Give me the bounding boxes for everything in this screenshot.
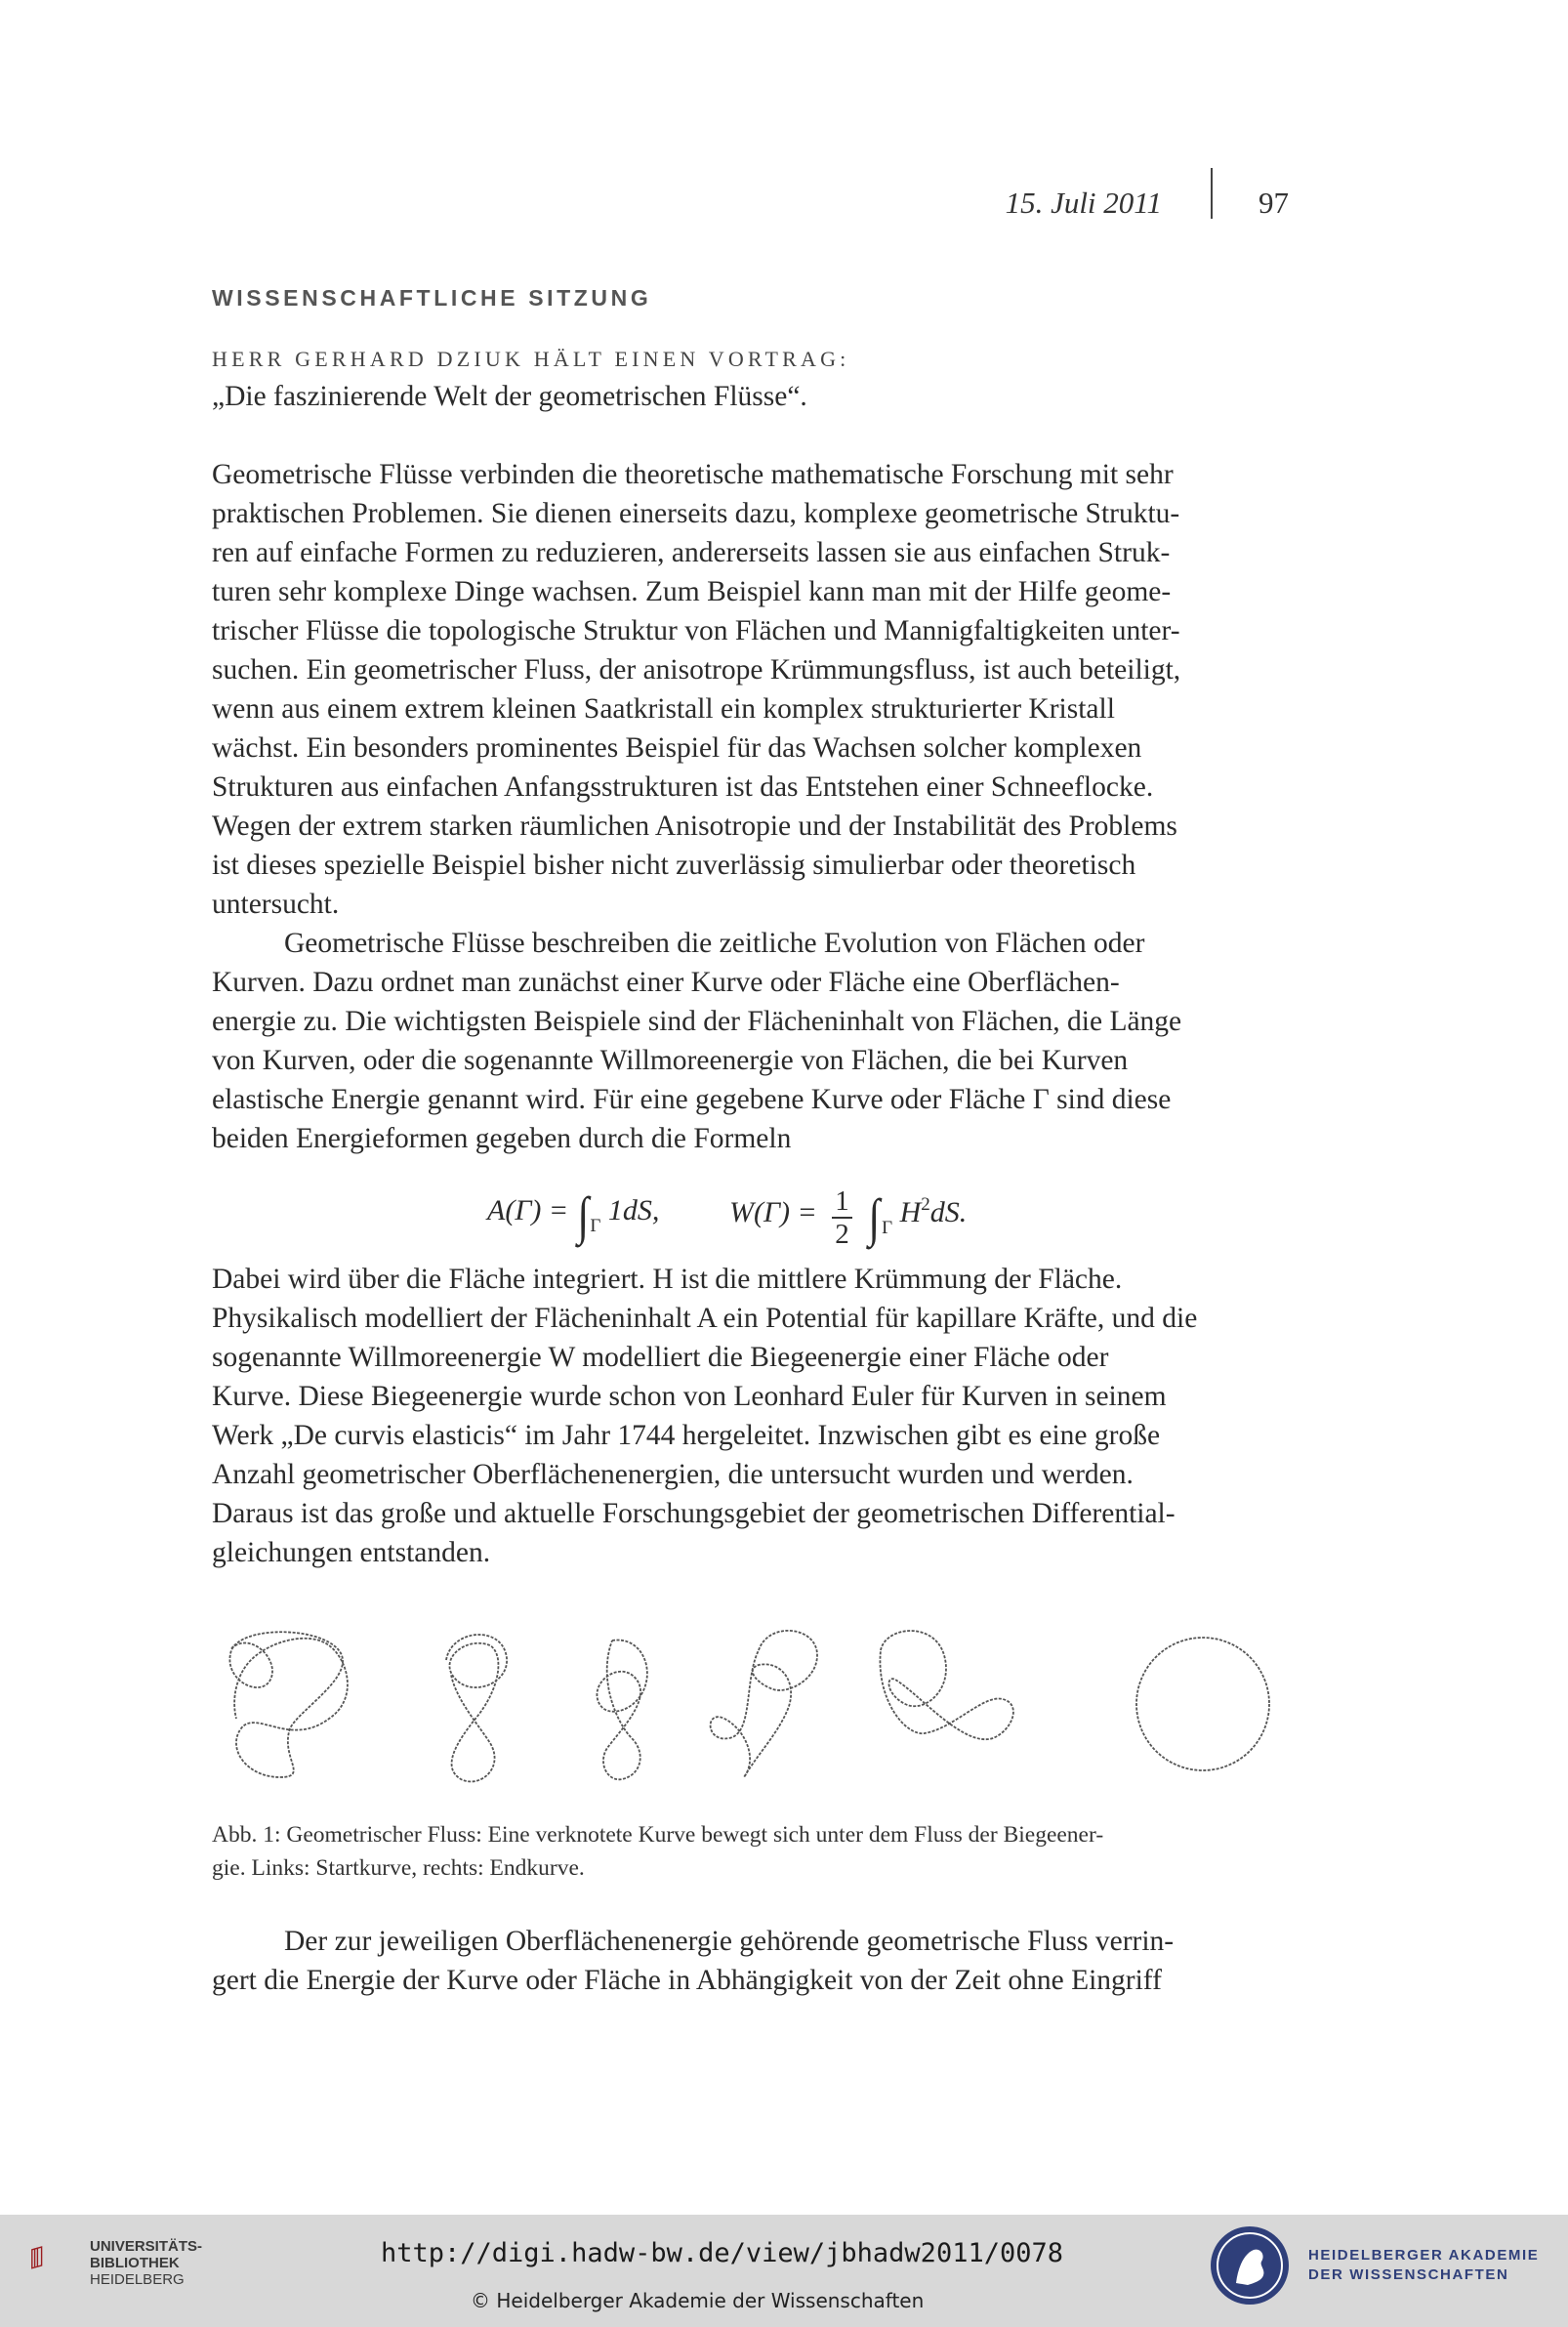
text-line: Physikalisch modelliert der Flächeninhalt A ein Potential für kapillare Kräfte, und die	[212, 1303, 1198, 1334]
formula-a-lhs: A(Γ) =	[487, 1194, 569, 1226]
library-line: HEIDELBERG	[90, 2271, 185, 2288]
source-url-link[interactable]: http://digi.hadw-bw.de/view/jbhadw2011/0078	[381, 2238, 1063, 2268]
paragraph-1	[212, 455, 1290, 924]
paragraph-4	[212, 1922, 1290, 2000]
paragraph-2	[212, 924, 1290, 1158]
formula-w-h: H	[899, 1196, 922, 1228]
integral-sign: ∫	[577, 1186, 589, 1245]
text-line: untersucht.	[212, 889, 340, 920]
energy-formula	[212, 1168, 1290, 1250]
text-line: Werk „De curvis elasticis“ im Jahr 1744 hergeleitet. Inzwischen gibt es eine große	[212, 1420, 1161, 1451]
text-line: gert die Energie der Kurve oder Fläche in Abhängigkeit von der Zeit ohne Eingriff	[212, 1965, 1162, 1996]
curve-4	[711, 1631, 817, 1777]
text-line: Dabei wird über die Fläche integriert. H ist die mittlere Krümmung der Fläche.	[212, 1264, 1123, 1295]
text-line: wächst. Ein besonders prominentes Beispiel für das Wachsen solcher komplexen	[212, 732, 1142, 764]
text-line: Geometrische Flüsse verbinden die theoretische mathematische Forschung mit sehr	[212, 459, 1174, 490]
academy-seal-icon	[1209, 2224, 1291, 2306]
text-line: Wegen der extrem starken räumlichen Anisotropie und der Instabilität des Problems	[212, 810, 1177, 842]
paragraph-3	[212, 1260, 1290, 1572]
library-line: BIBLIOTHEK	[90, 2255, 180, 2271]
talk-title: „Die faszinierende Welt der geometrischen Flüsse“.	[212, 381, 807, 412]
header-divider	[1211, 168, 1213, 219]
page-number: 97	[1259, 186, 1289, 220]
text-line: suchen. Ein geometrischer Fluss, der anisotrope Krümmungsfluss, ist auch beteiligt,	[212, 654, 1181, 686]
text-line: ist dieses spezielle Beispiel bisher nicht zuverlässig simulierbar oder theoretisch	[212, 850, 1136, 881]
academy-line: DER WISSENSCHAFTEN	[1308, 2266, 1509, 2283]
curve-6-end	[1136, 1638, 1269, 1770]
text-line: Geometrische Flüsse beschreiben die zeitliche Evolution von Flächen oder	[284, 928, 1145, 959]
text-line: trischer Flüsse die topologische Struktur von Flächen und Mannigfaltigkeiten unter-	[212, 615, 1180, 646]
text-line: praktischen Problemen. Sie dienen einerseits dazu, komplexe geometrische Struktu-	[212, 498, 1180, 529]
formula-w-exponent: 2	[921, 1194, 930, 1215]
curve-1-start	[229, 1632, 348, 1777]
formula-a-integrand: 1dS,	[607, 1194, 660, 1226]
text-line: Strukturen aus einfachen Anfangsstrukturen ist das Entstehen einer Schneeflocke.	[212, 771, 1154, 803]
figure-curve-flow	[212, 1621, 1290, 1787]
curve-2	[446, 1635, 507, 1781]
fraction-one-half	[832, 1185, 852, 1250]
speaker-line: HERR GERHARD DZIUK HÄLT EINEN VORTRAG:	[212, 347, 850, 371]
willmore-formula	[729, 1185, 967, 1250]
curve-5	[880, 1631, 1012, 1739]
figure-caption	[212, 1818, 1290, 1885]
text-line: turen sehr komplexe Dinge wachsen. Zum Beispiel kann man mit der Hilfe geome-	[212, 576, 1172, 607]
text-line: Daraus ist das große und aktuelle Forschungsgebiet der geometrischen Differential-	[212, 1498, 1176, 1529]
caption-line: gie. Links: Startkurve, rechts: Endkurve.	[212, 1855, 585, 1881]
text-line: sogenannte Willmoreenergie W modelliert die Biegeenergie einer Fläche oder	[212, 1342, 1109, 1373]
fraction-numerator: 1	[832, 1185, 852, 1219]
academy-name	[1308, 2246, 1539, 2285]
formula-w-lhs: W(Γ) =	[729, 1196, 817, 1228]
formula-w-rest: dS.	[929, 1196, 968, 1228]
page-date: 15. Juli 2011	[1005, 186, 1162, 220]
integral-subscript: Γ	[882, 1218, 893, 1238]
text-line: energie zu. Die wichtigsten Beispiele sind der Flächeninhalt von Flächen, die Länge	[212, 1006, 1182, 1037]
text-line: von Kurven, oder die sogenannte Willmoreenergie von Flächen, die bei Kurven	[212, 1045, 1129, 1076]
text-line: beiden Energieformen gegeben durch die Formeln	[212, 1123, 792, 1154]
fraction-denominator: 2	[835, 1219, 849, 1250]
copyright-notice: © Heidelberger Akademie der Wissenschaften	[471, 2289, 925, 2312]
section-title: WISSENSCHAFTLICHE SITZUNG	[212, 285, 652, 311]
text-line: wenn aus einem extrem kleinen Saatkristall ein komplex strukturierter Kristall	[212, 693, 1115, 725]
text-line: Anzahl geometrischer Oberflächenenergien, die untersucht wurden und werden.	[212, 1459, 1134, 1490]
text-line: Kurven. Dazu ordnet man zunächst einer Kurve oder Fläche eine Oberflächen-	[212, 967, 1120, 998]
university-library-logo-icon	[29, 2224, 84, 2295]
caption-line: Abb. 1: Geometrischer Fluss: Eine verknotete Kurve bewegt sich unter dem Fluss der Biegeener-	[212, 1822, 1104, 1848]
integral-sign: ∫	[868, 1188, 881, 1247]
library-line: UNIVERSITÄTS-	[90, 2238, 203, 2255]
text-line: elastische Energie genannt wird. Für eine gegebene Kurve oder Fläche Γ sind diese	[212, 1084, 1172, 1115]
curve-3	[597, 1641, 646, 1780]
text-line: Der zur jeweiligen Oberflächenenergie gehörende geometrische Fluss verrin-	[284, 1926, 1175, 1957]
area-formula	[487, 1185, 659, 1246]
text-line: gleichungen entstanden.	[212, 1537, 491, 1568]
academy-line: HEIDELBERGER AKADEMIE	[1308, 2247, 1540, 2264]
text-line: Kurve. Diese Biegeenergie wurde schon von Leonhard Euler für Kurven in seinem	[212, 1381, 1167, 1412]
text-line: ren auf einfache Formen zu reduzieren, andererseits lassen sie aus einfachen Struk-	[212, 537, 1171, 568]
university-library-text	[90, 2238, 202, 2288]
integral-subscript: Γ	[590, 1216, 601, 1236]
